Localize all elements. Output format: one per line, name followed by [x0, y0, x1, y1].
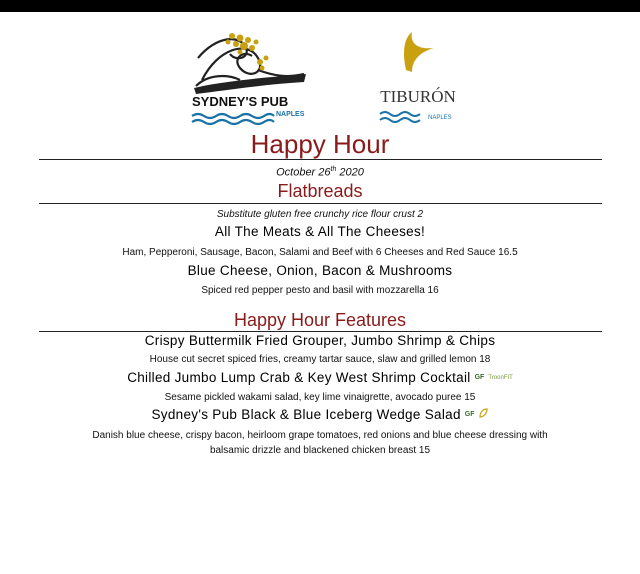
menu-item-row	[0, 406, 640, 424]
sydney-logo-name: SYDNEY'S PUB	[192, 94, 289, 109]
menu-title: Happy Hour	[250, 129, 390, 159]
flatbreads-note: Substitute gluten free crunchy rice flour crust 2	[216, 209, 424, 220]
menu-item-desc: House cut secret spiced fries, creamy tartar sauce, slaw and grilled lemon 18	[149, 354, 491, 365]
leaf-icon	[477, 406, 489, 424]
flatbreads-heading: Flatbreads	[277, 181, 363, 201]
menu-item-desc: Ham, Pepperoni, Sausage, Bacon, Salami and Beef with 6 Cheeses and Red Sauce 16.5	[122, 247, 518, 258]
menu-item-name: Chilled Jumbo Lump Crab & Key West Shrimp Cocktail	[127, 370, 471, 385]
menu-item-name: Crispy Buttermilk Fried Grouper, Jumbo Shrimp & Chips	[144, 333, 496, 348]
menu-item-row	[0, 369, 640, 387]
menu-date	[0, 163, 640, 180]
menu-item-desc: balsamic drizzle and blackened chicken breast 15	[209, 445, 431, 456]
divider	[39, 203, 602, 204]
troonfit-icon: TroonFIT	[488, 375, 513, 382]
menu-item-desc: Spiced red pepper pesto and basil with mozzarella 16	[201, 285, 439, 296]
date-day: October 26	[276, 166, 331, 179]
menu-item-desc: Sesame pickled wakami salad, key lime vinaigrette, avocado puree 15	[164, 392, 476, 403]
gluten-free-icon: GF	[474, 374, 485, 382]
sydneys-pub-logo	[188, 28, 318, 126]
date-ordinal: th	[330, 166, 337, 173]
features-heading: Happy Hour Features	[233, 310, 407, 330]
divider	[39, 159, 602, 160]
menu-item-name: Sydney's Pub Black & Blue Iceberg Wedge Salad	[151, 407, 461, 422]
date-year: 2020	[339, 166, 364, 179]
tiburon-logo-sub: NAPLES	[428, 115, 452, 121]
sydney-logo-sub: NAPLES	[276, 111, 305, 118]
menu-item-name: Blue Cheese, Onion, Bacon & Mushrooms	[187, 263, 453, 278]
gluten-free-icon: GF	[464, 411, 475, 419]
tiburon-logo-name: TIBURÓN	[380, 87, 456, 106]
tiburon-logo	[372, 30, 464, 126]
top-black-bar	[0, 0, 640, 12]
menu-item-name: All The Meats & All The Cheeses!	[214, 224, 426, 239]
menu-item-desc: Danish blue cheese, crispy bacon, heirloom grape tomatoes, red onions and blue cheese dressing with	[92, 430, 548, 441]
